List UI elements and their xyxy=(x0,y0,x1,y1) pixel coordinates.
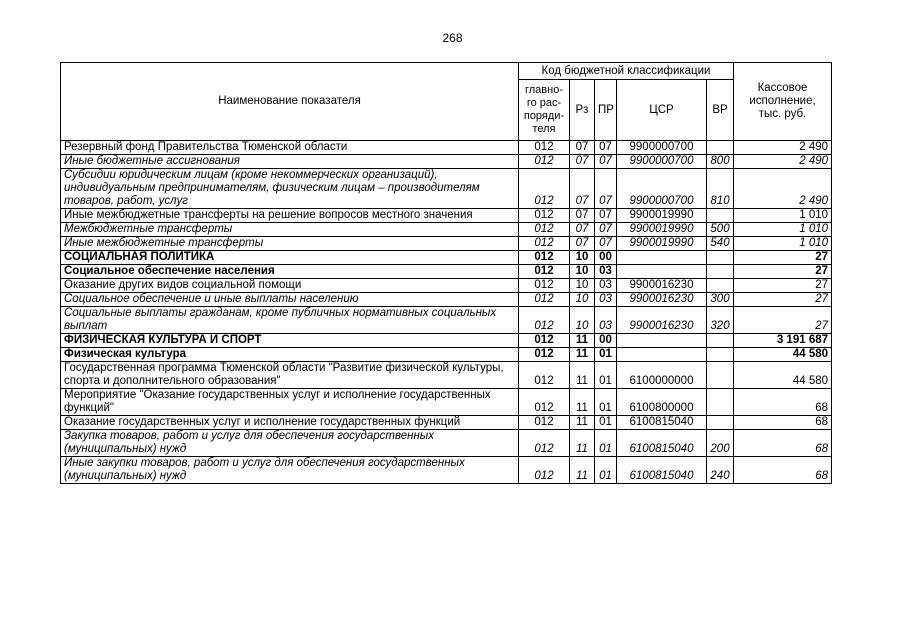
cell-pr: 07 xyxy=(595,155,617,169)
cell-pr: 03 xyxy=(595,293,617,307)
cell-csr: 6100800000 xyxy=(617,389,707,416)
cell-csr xyxy=(617,265,707,279)
table-row xyxy=(61,348,832,362)
cell-amount: 44 580 xyxy=(734,362,832,389)
cell-name: ФИЗИЧЕСКАЯ КУЛЬТУРА И СПОРТ xyxy=(61,334,519,348)
cell-name: СОЦИАЛЬНАЯ ПОЛИТИКА xyxy=(61,251,519,265)
cell-pr: 01 xyxy=(595,416,617,430)
cell-glrs: 012 xyxy=(519,279,570,293)
cell-rz: 11 xyxy=(570,334,595,348)
cell-name: Иные закупки товаров, работ и услуг для обеспечения государственных (муниципальных) нужд xyxy=(61,457,519,484)
cell-vr: 300 xyxy=(707,293,734,307)
cell-glrs: 012 xyxy=(519,293,570,307)
cell-glrs: 012 xyxy=(519,209,570,223)
cell-csr: 9900019990 xyxy=(617,237,707,251)
cell-pr: 07 xyxy=(595,169,617,209)
cell-amount: 68 xyxy=(734,389,832,416)
cell-rz: 07 xyxy=(570,169,595,209)
cell-pr: 01 xyxy=(595,362,617,389)
cell-vr xyxy=(707,209,734,223)
cell-glrs: 012 xyxy=(519,265,570,279)
cell-pr: 01 xyxy=(595,348,617,362)
table-row xyxy=(61,362,832,389)
cell-vr: 240 xyxy=(707,457,734,484)
cell-pr: 07 xyxy=(595,223,617,237)
cell-amount: 27 xyxy=(734,251,832,265)
cell-vr: 540 xyxy=(707,237,734,251)
cell-rz: 10 xyxy=(570,251,595,265)
cell-pr: 07 xyxy=(595,141,617,155)
cell-amount: 1 010 xyxy=(734,223,832,237)
cell-amount: 27 xyxy=(734,293,832,307)
cell-amount: 27 xyxy=(734,279,832,293)
header-vr: ВР xyxy=(707,80,734,141)
cell-pr: 03 xyxy=(595,265,617,279)
cell-glrs: 012 xyxy=(519,251,570,265)
cell-vr: 500 xyxy=(707,223,734,237)
cell-pr: 00 xyxy=(595,251,617,265)
table-row xyxy=(61,334,832,348)
cell-rz: 11 xyxy=(570,416,595,430)
header-amount: Кассовое исполнение, тыс. руб. xyxy=(734,63,832,141)
cell-rz: 10 xyxy=(570,265,595,279)
cell-vr xyxy=(707,348,734,362)
table-row xyxy=(61,155,832,169)
cell-name: Государственная программа Тюменской области "Развитие физической культуры, спорта и дополнительного образования" xyxy=(61,362,519,389)
cell-rz: 10 xyxy=(570,307,595,334)
header-csr: ЦСР xyxy=(617,80,707,141)
cell-name: Иные межбюджетные трансферты на решение вопросов местного значения xyxy=(61,209,519,223)
table-row xyxy=(61,416,832,430)
cell-glrs: 012 xyxy=(519,416,570,430)
cell-amount: 68 xyxy=(734,457,832,484)
cell-glrs: 012 xyxy=(519,141,570,155)
cell-amount: 68 xyxy=(734,416,832,430)
cell-glrs: 012 xyxy=(519,430,570,457)
cell-amount: 44 580 xyxy=(734,348,832,362)
cell-vr: 320 xyxy=(707,307,734,334)
cell-glrs: 012 xyxy=(519,362,570,389)
cell-vr: 800 xyxy=(707,155,734,169)
table-row xyxy=(61,307,832,334)
cell-csr xyxy=(617,348,707,362)
cell-pr: 01 xyxy=(595,430,617,457)
table-row xyxy=(61,237,832,251)
cell-vr xyxy=(707,265,734,279)
cell-glrs: 012 xyxy=(519,307,570,334)
header-code-group: Код бюджетной классификации xyxy=(519,63,734,80)
cell-vr xyxy=(707,334,734,348)
cell-rz: 11 xyxy=(570,430,595,457)
cell-csr: 6100000000 xyxy=(617,362,707,389)
cell-name: Субсидии юридическим лицам (кроме некоммерческих организаций), индивидуальным предпринимателям, физическим лицам – производителям товаров, работ, услуг xyxy=(61,169,519,209)
cell-vr: 200 xyxy=(707,430,734,457)
table-body xyxy=(61,141,832,484)
table-row xyxy=(61,169,832,209)
budget-table xyxy=(60,62,832,484)
cell-pr: 07 xyxy=(595,209,617,223)
cell-glrs: 012 xyxy=(519,155,570,169)
cell-name: Иные бюджетные ассигнования xyxy=(61,155,519,169)
cell-pr: 03 xyxy=(595,279,617,293)
cell-vr xyxy=(707,251,734,265)
cell-name: Социальные выплаты гражданам, кроме публичных нормативных социальных выплат xyxy=(61,307,519,334)
cell-amount: 68 xyxy=(734,430,832,457)
cell-glrs: 012 xyxy=(519,169,570,209)
cell-csr: 6100815040 xyxy=(617,430,707,457)
cell-amount: 2 490 xyxy=(734,169,832,209)
table-row xyxy=(61,141,832,155)
cell-csr: 9900000700 xyxy=(617,155,707,169)
cell-rz: 11 xyxy=(570,389,595,416)
header-pr: ПР xyxy=(595,80,617,141)
cell-glrs: 012 xyxy=(519,457,570,484)
cell-name: Оказание других видов социальной помощи xyxy=(61,279,519,293)
cell-rz: 10 xyxy=(570,279,595,293)
cell-amount: 1 010 xyxy=(734,209,832,223)
cell-amount: 1 010 xyxy=(734,237,832,251)
cell-csr: 9900019990 xyxy=(617,223,707,237)
cell-name: Межбюджетные трансферты xyxy=(61,223,519,237)
cell-csr: 9900016230 xyxy=(617,293,707,307)
cell-rz: 07 xyxy=(570,155,595,169)
cell-vr xyxy=(707,362,734,389)
cell-csr: 9900016230 xyxy=(617,307,707,334)
cell-rz: 10 xyxy=(570,293,595,307)
cell-glrs: 012 xyxy=(519,334,570,348)
cell-rz: 07 xyxy=(570,237,595,251)
table-row xyxy=(61,279,832,293)
cell-csr: 9900016230 xyxy=(617,279,707,293)
table-row xyxy=(61,223,832,237)
cell-glrs: 012 xyxy=(519,237,570,251)
cell-amount: 27 xyxy=(734,307,832,334)
table-row xyxy=(61,209,832,223)
cell-glrs: 012 xyxy=(519,389,570,416)
cell-csr xyxy=(617,251,707,265)
table-row xyxy=(61,389,832,416)
cell-vr xyxy=(707,389,734,416)
cell-name: Закупка товаров, работ и услуг для обеспечения государственных (муниципальных) нужд xyxy=(61,430,519,457)
cell-amount: 27 xyxy=(734,265,832,279)
cell-pr: 00 xyxy=(595,334,617,348)
cell-name: Физическая культура xyxy=(61,348,519,362)
table-row xyxy=(61,430,832,457)
cell-name: Мероприятие "Оказание государственных услуг и исполнение государственных функций" xyxy=(61,389,519,416)
table-row xyxy=(61,293,832,307)
cell-rz: 11 xyxy=(570,362,595,389)
cell-rz: 11 xyxy=(570,457,595,484)
cell-pr: 01 xyxy=(595,457,617,484)
cell-rz: 11 xyxy=(570,348,595,362)
cell-vr xyxy=(707,279,734,293)
header-name: Наименование показателя xyxy=(61,63,519,141)
header-glrs: главно-го рас-поряди-теля xyxy=(519,80,570,141)
cell-name: Оказание государственных услуг и исполнение государственных функций xyxy=(61,416,519,430)
table-row xyxy=(61,251,832,265)
cell-csr: 6100815040 xyxy=(617,457,707,484)
cell-amount: 2 490 xyxy=(734,155,832,169)
cell-name: Резервный фонд Правительства Тюменской области xyxy=(61,141,519,155)
cell-amount: 3 191 687 xyxy=(734,334,832,348)
cell-csr: 9900000700 xyxy=(617,169,707,209)
table-row xyxy=(61,265,832,279)
cell-rz: 07 xyxy=(570,141,595,155)
cell-csr: 9900019990 xyxy=(617,209,707,223)
header-rz: Рз xyxy=(570,80,595,141)
cell-rz: 07 xyxy=(570,209,595,223)
cell-rz: 07 xyxy=(570,223,595,237)
cell-pr: 01 xyxy=(595,389,617,416)
cell-vr: 810 xyxy=(707,169,734,209)
cell-csr: 6100815040 xyxy=(617,416,707,430)
cell-glrs: 012 xyxy=(519,348,570,362)
cell-glrs: 012 xyxy=(519,223,570,237)
page-number: 268 xyxy=(442,31,463,45)
cell-vr xyxy=(707,141,734,155)
cell-name: Социальное обеспечение населения xyxy=(61,265,519,279)
cell-amount: 2 490 xyxy=(734,141,832,155)
table-row xyxy=(61,457,832,484)
cell-pr: 07 xyxy=(595,237,617,251)
cell-csr xyxy=(617,334,707,348)
cell-vr xyxy=(707,416,734,430)
cell-name: Иные межбюджетные трансферты xyxy=(61,237,519,251)
cell-csr: 9900000700 xyxy=(617,141,707,155)
cell-name: Социальное обеспечение и иные выплаты населению xyxy=(61,293,519,307)
cell-pr: 03 xyxy=(595,307,617,334)
